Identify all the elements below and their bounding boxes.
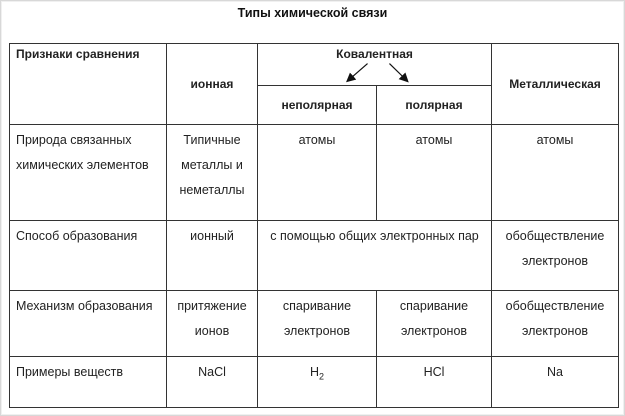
- table-row: [10, 125, 619, 221]
- cell-polar-nature: атомы: [377, 125, 492, 221]
- cell-metallic-nature: атомы: [492, 125, 619, 221]
- cell-ionic-method: ионный: [167, 221, 258, 291]
- header-nonpolar: неполярная: [258, 86, 377, 125]
- cell-metallic-mechanism: обобществление электронов: [492, 291, 619, 357]
- cell-nonpolar-example: [258, 357, 377, 408]
- cell-nonpolar-mechanism: спаривание электронов: [258, 291, 377, 357]
- row-label-examples: Примеры веществ: [10, 357, 167, 408]
- page-title: Типы химической связи: [237, 6, 388, 20]
- row-label-method: Способ образования: [10, 221, 167, 291]
- formula-subscript: 2: [319, 371, 325, 382]
- header-polar: полярная: [377, 86, 492, 125]
- row-label-mechanism: Механизм образования: [10, 291, 167, 357]
- cell-metallic-method: обобществление электронов: [492, 221, 619, 291]
- header-covalent-label: Ковалентная: [336, 47, 413, 61]
- cell-ionic-mechanism: притяжение ионов: [167, 291, 258, 357]
- cell-covalent-method: с помощью общих электронных пар: [258, 221, 492, 291]
- table-row: [10, 357, 619, 408]
- cell-nonpolar-nature: атомы: [258, 125, 377, 221]
- header-row-1: [10, 44, 619, 86]
- cell-ionic-nature: Типичные металлы и неметаллы: [167, 125, 258, 221]
- cell-polar-mechanism: спаривание электронов: [377, 291, 492, 357]
- header-metallic: Металлическая: [492, 44, 619, 125]
- header-ionic: ионная: [167, 44, 258, 125]
- cell-ionic-example: NaCl: [167, 357, 258, 408]
- header-criteria: Признаки сравнения: [10, 44, 167, 125]
- formula-base: H: [309, 365, 319, 379]
- cell-metallic-example: Na: [492, 357, 619, 408]
- table-row: [10, 221, 619, 291]
- header-covalent: [258, 44, 492, 86]
- cell-polar-example: HCl: [377, 357, 492, 408]
- row-label-nature: Природа связанных химических элементов: [10, 125, 167, 221]
- table-row: [10, 291, 619, 357]
- comparison-table: [9, 43, 619, 408]
